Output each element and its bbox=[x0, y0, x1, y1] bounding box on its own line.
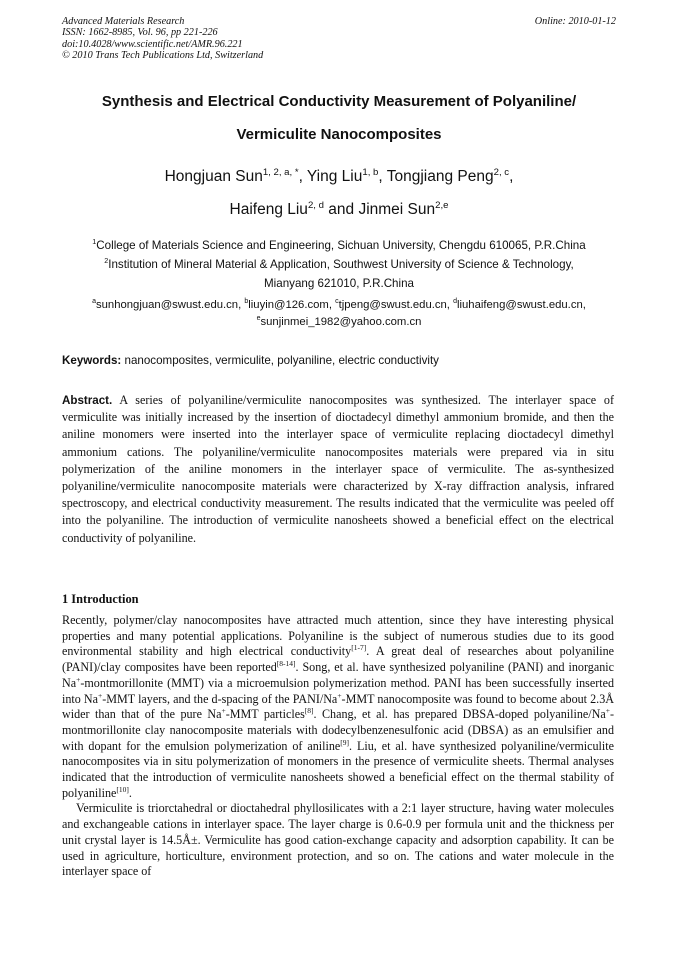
email-line-1: $^a$sunhongjuan@swust.edu.cn, $^b$liuyin@126.com, $^c$tjpeng@swust.edu.cn, $^d$liuhaifeng@swust.edu.cn, bbox=[92, 298, 586, 311]
citation[interactable]: [1-7] bbox=[351, 643, 367, 653]
superscript-plus: + bbox=[98, 690, 103, 700]
author-affil-sup: 2, c bbox=[493, 166, 510, 178]
email-link[interactable]: sunhongjuan@swust.edu.cn bbox=[95, 299, 239, 311]
keywords-text: nanocomposites, vermiculite, polyaniline, electric conductivity bbox=[124, 354, 439, 367]
author-affil-sup: 2,e bbox=[435, 199, 449, 211]
email-link[interactable]: tjpeng@swust.edu.cn bbox=[338, 299, 447, 311]
journal-name: Advanced Materials Research bbox=[62, 16, 185, 27]
affiliation-2 bbox=[40, 255, 638, 274]
keywords-label: Keywords: bbox=[62, 354, 122, 367]
text-run: . A great deal of researches about polyaniline (PANI)/clay composites have been reported bbox=[62, 644, 614, 675]
citation[interactable]: [9] bbox=[340, 737, 350, 747]
affiliations bbox=[40, 236, 638, 293]
journal-header bbox=[62, 16, 616, 61]
affiliation-1 bbox=[40, 236, 638, 255]
email-sup: c bbox=[335, 298, 339, 306]
author-name: Hongjuan Sun bbox=[164, 168, 263, 185]
paper-title-line1: Synthesis and Electrical Conductivity Measurement of Polyaniline/ bbox=[101, 93, 577, 110]
journal-doi: doi:10.4028/www.scientific.net/AMR.96.221 bbox=[62, 38, 243, 50]
online-date: Online: 2010-01-12 bbox=[534, 16, 616, 27]
affil-number: 2 bbox=[104, 256, 109, 266]
text-run: . Chang, et al. has prepared DBSA-doped polyaniline/Na bbox=[313, 707, 606, 722]
abstract bbox=[62, 392, 614, 547]
email-link[interactable]: sunjinmei_1982@yahoo.com.cn bbox=[260, 316, 422, 328]
author-affil-sup: 1, 2, a, * bbox=[262, 166, 299, 178]
author-affil-sup: 1, b bbox=[362, 166, 379, 178]
author-affil-sup: 2, d bbox=[307, 199, 324, 211]
abstract-label: Abstract. bbox=[62, 394, 113, 407]
author-name: Ying Liu bbox=[306, 168, 363, 185]
author-line-1: Hongjuan Sun$^{1, 2, a, *}$, Ying Liu$^{1, b}$, Tongjiang Peng$^{2, c}$, bbox=[164, 166, 514, 185]
paragraph bbox=[62, 613, 614, 801]
email-sup: e bbox=[256, 315, 261, 323]
introduction-body bbox=[62, 613, 614, 880]
keywords bbox=[62, 354, 622, 367]
text-run: -MMT nanocomposite was found to become about 2.3Å wider than that of the pure Na bbox=[62, 691, 614, 722]
email-sup: a bbox=[92, 298, 96, 306]
author-emails bbox=[40, 297, 638, 331]
paper-title-line2: Vermiculite Nanocomposites bbox=[236, 126, 442, 143]
citation[interactable]: [8-14] bbox=[276, 659, 296, 669]
text-run: -montmorillonite (MMT) via a microemulsion polymerization method. PANI has been successfully inserted into Na bbox=[62, 675, 614, 706]
affil-text: College of Materials Science and Engineering, Sichuan University, Chengdu 610065, P.R.China bbox=[96, 239, 586, 252]
superscript-plus: + bbox=[605, 706, 610, 716]
text-run: -MMT particles bbox=[225, 707, 305, 722]
author-name: Haifeng Liu bbox=[229, 201, 308, 218]
superscript-plus: + bbox=[337, 690, 342, 700]
email-sup: d bbox=[453, 298, 457, 306]
author-and: and bbox=[328, 201, 355, 218]
section-heading: 1 Introduction bbox=[62, 592, 139, 606]
author-name: Jinmei Sun bbox=[358, 201, 436, 218]
superscript-plus: + bbox=[221, 706, 226, 716]
journal-copyright: © 2010 Trans Tech Publications Ltd, Switzerland bbox=[62, 49, 264, 61]
text-run: Recently, polymer/clay nanocomposites have attracted much attention, since they have interesting physical properties and many potential applications. Polyaniline is the subject of numerous studies due to its good environmental stability and high electrical conductivity bbox=[62, 613, 614, 659]
text-run: . Liu, et al. have synthesized polyaniline/vermiculite nanocomposites via in situ polymerization of monomers in the presence of vermiculite sheets. Thermal analyses indicated that the introduction of vermiculite nanosheets showed a beneficial effect on the thermal stability of polyaniline bbox=[62, 738, 614, 800]
journal-issn: ISSN: 1662-8985, Vol. 96, pp 221-226 bbox=[62, 27, 218, 39]
text-run: -montmorillonite clay nanocomposite materials with dodecylbenzenesulfonic acid (DBSA) as an emulsifier and with dopant for the emulsion polymerization of aniline bbox=[62, 707, 614, 753]
text-run: . bbox=[128, 785, 132, 800]
affil-text: Institution of Mineral Material & Application, Southwest University of Science & Technology, bbox=[108, 258, 574, 271]
author-name: Tongjiang Peng bbox=[386, 168, 494, 185]
email-link[interactable]: liuhaifeng@swust.edu.cn bbox=[456, 299, 583, 311]
citation[interactable]: [8] bbox=[304, 706, 314, 716]
text-run: . Song, et al. have synthesized polyaniline (PANI) and inorganic Na bbox=[62, 660, 614, 690]
author-line-2 bbox=[40, 201, 638, 219]
abstract-text: A series of polyaniline/vermiculite nanocomposites was synthesized. The interlayer space of vermiculite was initially increased by the insertion of dioctadecyl dimethyl ammonium bromide, and then the aniline monomers were inserted into the interlayer space of vermiculite replacing dioctadecyl dimethyl ammonium cations. The polyaniline/vermiculite nanocomposites materials were prepared via in situ polymerization of the aniline monomers in the interlayer space of vermiculite. The as-synthesized polyaniline/vermiculite nanocomposite materials were characterized by X-ray diffraction analysis, infrared spectroscopy, and electrical conductivity measurement. The results indicated that the vermiculite was peeled off into the polyaniline. The introduction of vermiculite nanosheets showed a beneficial effect on the electrical conductivity of polyaniline. bbox=[62, 393, 614, 545]
text-run: -MMT layers, and the d-spacing of the PANI/Na bbox=[102, 691, 338, 706]
affil-number: 1 bbox=[92, 237, 97, 247]
superscript-plus: + bbox=[76, 674, 81, 684]
email-link[interactable]: liuyin@126.com bbox=[248, 299, 329, 311]
email-line-2 bbox=[40, 314, 638, 331]
citation[interactable]: [10] bbox=[116, 784, 129, 794]
email-sup: b bbox=[244, 298, 249, 306]
paragraph: Vermiculite is triorctahedral or dioctahedral phyllosilicates with a 2:1 layer structure, having water molecules and exchangeable cations in interlayer space. The layer charge is 0.6-0.9 per formula unit and the thickness per unit crystal layer is 14.5Å±. Vermiculite has good cation-exchange capacity and adsorption capability. It can be used in agriculture, horticulture, environment protection, and so on. The cations and water molecule in the interlayer space of bbox=[62, 801, 614, 879]
affiliation-2-cont: Mianyang 621010, P.R.China bbox=[264, 277, 414, 290]
